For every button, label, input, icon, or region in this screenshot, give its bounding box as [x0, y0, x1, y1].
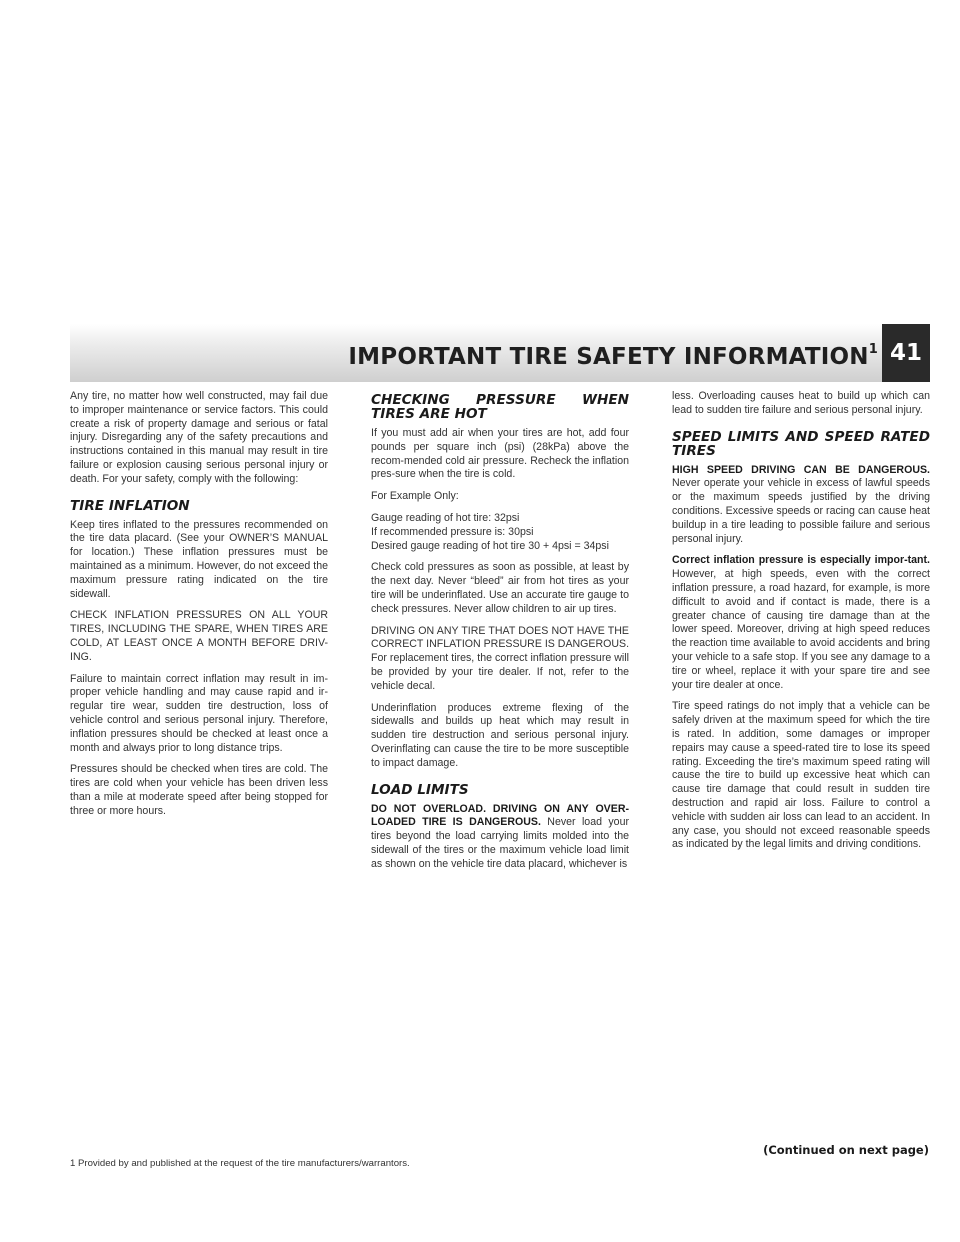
- speed-text: Never operate your vehicle in excess of lawful speeds or the maximum speeds justified by the driving conditions. Excessive speeds or racing can cause heat buildup in a tire leading to possible failure and serious personal injury.: [672, 477, 930, 545]
- paragraph: DRIVING ON ANY TIRE THAT DOES NOT HAVE THE CORRECT INFLATION PRESSURE IS DANGEROUS. For replacement tires, the correct inflation pressure will be provided by your tire dealer. If not, refer to the vehicle decal.: [371, 624, 630, 692]
- paragraph: CHECK INFLATION PRESSURES ON ALL YOUR TIRES, INCLUDING THE SPARE, WHEN TIRES ARE COLD, AT LEAST ONCE A MONTH BEFORE DRIV-ING.: [70, 609, 328, 663]
- page-number: 41: [882, 324, 930, 382]
- correct-inflation-bold: Correct inflation pressure is especially impor-tant.: [672, 554, 930, 567]
- example-label: For Example Only:: [371, 490, 459, 503]
- intro-paragraph: Any tire, no matter how well constructed, may fail due to improper maintenance or service factors. This could create a risk of property damage and serious or fatal injury. Disregarding any of the safety precautions and instructions contained in this manual may result in tire failure or explosion causing serious personal injury or death. For your safety, comply with the following:: [70, 390, 328, 485]
- paragraph: Tire speed ratings do not imply that a vehicle can be safely driven at the maximum speed for which the tire is rated. In addition, some damages or improper repairs may cause a speed-rated tire to lose its speed rating. Exceeding the tire’s maximum speed rating will cause the tire to build up excessive heat which can cause tire damage that could result in sudden tire destruction and rapid air loss. Failure to control a vehicle with sudden air loss can lead to an accident. In any case, you should not exceed reasonable speeds as indicated by the legal limits and driving conditions.: [672, 700, 930, 851]
- heading-load-limits: LOAD LIMITS: [371, 781, 469, 798]
- column-3: [672, 390, 930, 860]
- paragraph: Check cold pressures as soon as possible, at least by the next day. Never “bleed” air from hot tires as your tire will be underinflated. Use an accurate tire gauge to check pressures. Never allow children to air up tires.: [371, 561, 629, 615]
- load-warning-bold: DO NOT OVERLOAD. DRIVING ON ANY OVER-LOADED TIRE IS DANGEROUS.: [371, 802, 629, 829]
- paragraph: Keep tires inflated to the pressures recommended on the tire data placard. (See your OWNER’S MANUAL for location.) These inflation pressures must be maintained as a minimum. However, do not exceed the maximum pressure rating indicated on the tire sidewall.: [70, 518, 328, 600]
- inflation-speed-paragraph: [672, 554, 930, 692]
- footnote-marker: 1: [868, 342, 878, 358]
- paragraph: Underinflation produces extreme flexing of the sidewalls and builds up heat which may result in sudden tire destruction and serious personal injury. Overinflating can cause the tire to be more susceptible to impact damage.: [371, 701, 629, 769]
- heading-checking-pressure-hot: CHECKING PRESSURE WHEN TIRES ARE HOT: [371, 392, 629, 422]
- paragraph: less. Overloading causes heat to build up which can lead to sudden tire failure and serious personal injury.: [672, 390, 930, 416]
- column-2: [371, 390, 629, 880]
- heading-tire-inflation: TIRE INFLATION: [70, 497, 190, 514]
- speed-paragraph: [672, 464, 930, 547]
- example-line: Gauge reading of hot tire: 32psi: [371, 511, 520, 524]
- column-1: [70, 390, 328, 827]
- continued-note: (Continued on next page): [763, 1143, 929, 1157]
- load-limits-paragraph: [371, 803, 629, 872]
- paragraph: If you must add air when your tires are hot, add four pounds per square inch (psi) (28kPa) above the recom-mended cold air pressure. Recheck the inflation pres-sure when the tire is cold.: [371, 427, 629, 481]
- page-title: [348, 344, 878, 370]
- footnote: 1 Provided by and published at the request of the tire manufacturers/warrantors.: [70, 1158, 410, 1169]
- example-line: If recommended pressure is: 30psi: [371, 525, 534, 538]
- speed-warning-bold: HIGH SPEED DRIVING CAN BE DANGEROUS.: [672, 463, 930, 476]
- example-line: Desired gauge reading of hot tire 30 + 4psi = 34psi: [371, 539, 609, 552]
- paragraph: Failure to maintain correct inflation may result in im-proper vehicle handling and may cause rapid and ir-regular tire wear, sudden tire destruction, loss of vehicle control and serious personal injury. Therefore, inflation pressures should be checked at least once a month and always prior to long distance trips.: [70, 672, 328, 754]
- heading-speed-limits: SPEED LIMITS AND SPEED RATED TIRES: [672, 428, 930, 459]
- load-text: Never load your tires beyond the load carrying limits molded into the sidewall of the tires or the maximum vehicle load limit as shown on the vehicle tire data placard, whichever is: [371, 816, 629, 870]
- correct-inflation-text: However, at high speeds, even with the correct inflation pressure, a road hazard, for example, is more difficult to avoid and if contact is made, there is a greater chance of causing tire damage than at the lower speed. Moreover, driving at high speed reduces the reaction time available to avoid accidents and bring your vehicle to a safe stop. If you see any damage to a tire or wheel, replace it with your spare tire and see your tire dealer at once.: [672, 568, 930, 691]
- page-title-text: IMPORTANT TIRE SAFETY INFORMATION: [348, 344, 869, 370]
- paragraph: Pressures should be checked when tires are cold. The tires are cold when your vehicle has been driven less than a mile at moderate speed after being stopped for three or more hours.: [70, 763, 328, 817]
